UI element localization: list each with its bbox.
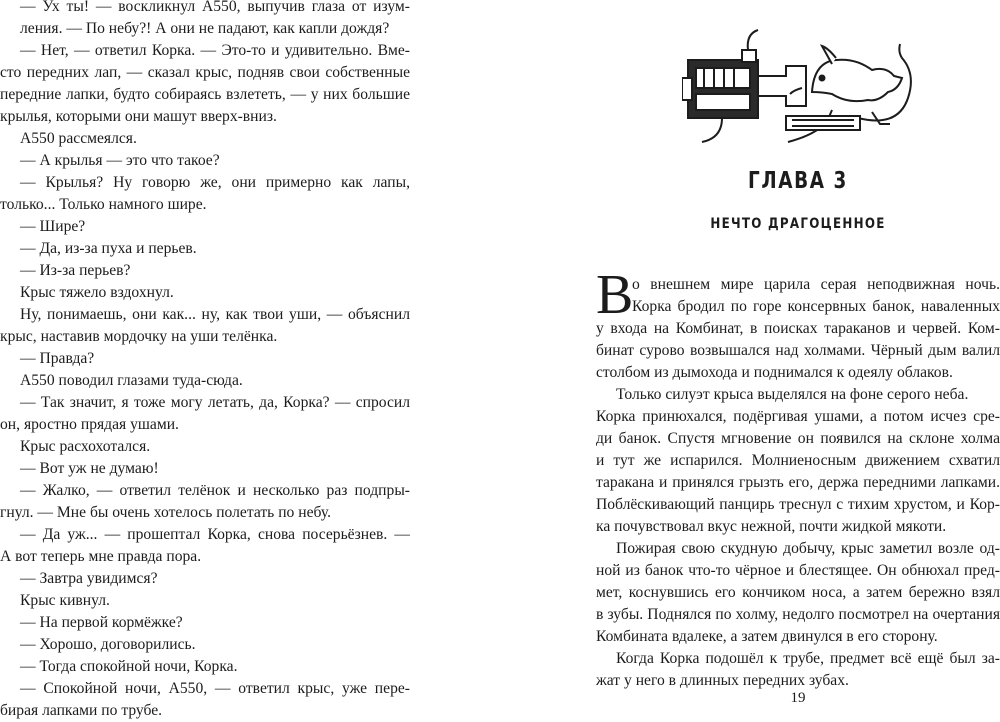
text-line: — Так значит, я тоже могу летать, да, Корка? — спросил — [20, 394, 410, 411]
text-line: Пожирая свою скудную добычу, крыс заметил возле од- — [616, 540, 1000, 557]
text-line: — Тогда спокойной ночи, Корка. — [20, 658, 238, 675]
text-line: А вот теперь мне правда пора. — [0, 548, 202, 565]
text-line: — Ух ты! — воскликнул А550, выпучив глаза от изум- — [20, 0, 410, 15]
text-line: — Нет, — ответил Корка. — Это-то и удивительно. Вме- — [20, 42, 410, 59]
text-line: — Шире? — [20, 218, 86, 235]
text-line: — Крылья? Ну говорю же, они примерно как лапы, — [20, 174, 410, 191]
drop-cap: В — [596, 264, 634, 326]
text-line: Ну, понимаешь, они как... ну, как твои уши, — объяснил — [20, 306, 410, 323]
text-line: жат у него в длинных передних зубах. — [596, 672, 849, 689]
text-line: А550 рассмеялся. — [20, 130, 137, 147]
text-line: бинат сурово возвышался над холмами. Чёрный дым валил — [596, 342, 1000, 359]
text-line: гнул. — Мне бы очень хотелось полетать по небу. — [0, 504, 331, 521]
text-line: у входа на Комбинат, в поисках тараканов и червей. Ком- — [596, 320, 1000, 337]
rat-on-machine-illustration — [682, 20, 922, 145]
text-line: Поблёскивающий панцирь треснул с тихим хрустом, и Кор- — [596, 496, 1000, 513]
text-line: мет, коснувшись его кончиком носа, а затем бережно взял — [596, 584, 1000, 601]
text-line: о внешнем мире царила серая неподвижная ночь. — [632, 276, 1000, 293]
text-line: ка почувствовал вкус нежной, почти жидкой мякоти. — [596, 518, 947, 535]
text-line: в зубы. Поднялся по холму, недолго посмотрел на очертания — [596, 606, 1000, 623]
text-line: Комбината вдалеке, а затем двинулся в его сторону. — [596, 628, 938, 645]
text-line: Когда Корка подошёл к трубе, предмет всё ещё был за- — [616, 650, 1000, 667]
text-line: бирая лапками по трубе. — [0, 702, 163, 719]
text-line: сто передних лап, — сказал крыс, подняв свои собственные — [0, 64, 410, 81]
text-line: Только силуэт крыса выделялся на фоне серого неба. — [616, 386, 969, 403]
text-line: — Из-за перьев? — [20, 262, 131, 279]
text-line: ной из банок что-то чёрное и блестящее. Он обнюхал пред- — [596, 562, 1000, 579]
text-line: ления. — По небу?! А они не падают, как капли дождя? — [20, 20, 390, 37]
page-number: 19 — [790, 690, 806, 706]
left-page — [0, 0, 410, 719]
text-line: крылья, которыми они машут вверх-вниз. — [0, 108, 277, 125]
text-line: Крыс тяжело вздохнул. — [20, 284, 174, 301]
text-line: Крыс расхохотался. — [20, 438, 151, 455]
text-line: Корка принюхался, подёргивая ушами, а потом исчез сре- — [596, 408, 1000, 425]
text-line: — А крылья — это что такое? — [20, 152, 220, 169]
text-line: А550 поводил глазами туда-сюда. — [20, 372, 243, 389]
text-line: — Да уж... — прошептал Корка, снова посерьёзнев. — — [20, 526, 410, 543]
text-line: Крыс кивнул. — [20, 592, 110, 609]
text-line: — Завтра увидимся? — [20, 570, 158, 587]
text-line: — На первой кормёжке? — [20, 614, 183, 631]
text-line: — Спокойной ночи, А550, — ответил крыс, уже пере- — [20, 680, 410, 697]
text-line: он, яростно прядая ушами. — [0, 416, 179, 433]
chapter-subtitle: НЕЧТО ДРАГОЦЕННОЕ — [710, 216, 886, 232]
text-line: только... Только намного шире. — [0, 196, 207, 213]
text-line: — Жалко, — ответил телёнок и несколько раз подпры- — [20, 482, 410, 499]
text-line: — Хорошо, договорились. — [20, 636, 196, 653]
text-line: — Правда? — [20, 350, 95, 367]
chapter-title: ГЛАВА 3 — [748, 168, 848, 194]
text-line: таракана и принялся грызть его, держа передними лапками. — [596, 474, 1000, 491]
text-line: передние лапки, будто собираясь взлететь, — у них большие — [0, 86, 410, 103]
right-page — [596, 0, 1000, 707]
text-line: Корка бродил по горе консервных банок, наваленных — [632, 298, 1000, 315]
text-line: — Да, из-за пуха и перьев. — [20, 240, 197, 257]
text-line: ди банок. Спустя мгновение он появился на склоне холма — [596, 430, 1000, 447]
text-line: и тут же испарился. Молниеносным движением схватил — [596, 452, 1000, 469]
text-line: столбом из дымохода и поднимался к одеялу облаков. — [596, 364, 953, 381]
text-line: — Вот уж не думаю! — [20, 460, 159, 477]
text-line: крыс, наставив мордочку на уши телёнка. — [0, 328, 278, 345]
